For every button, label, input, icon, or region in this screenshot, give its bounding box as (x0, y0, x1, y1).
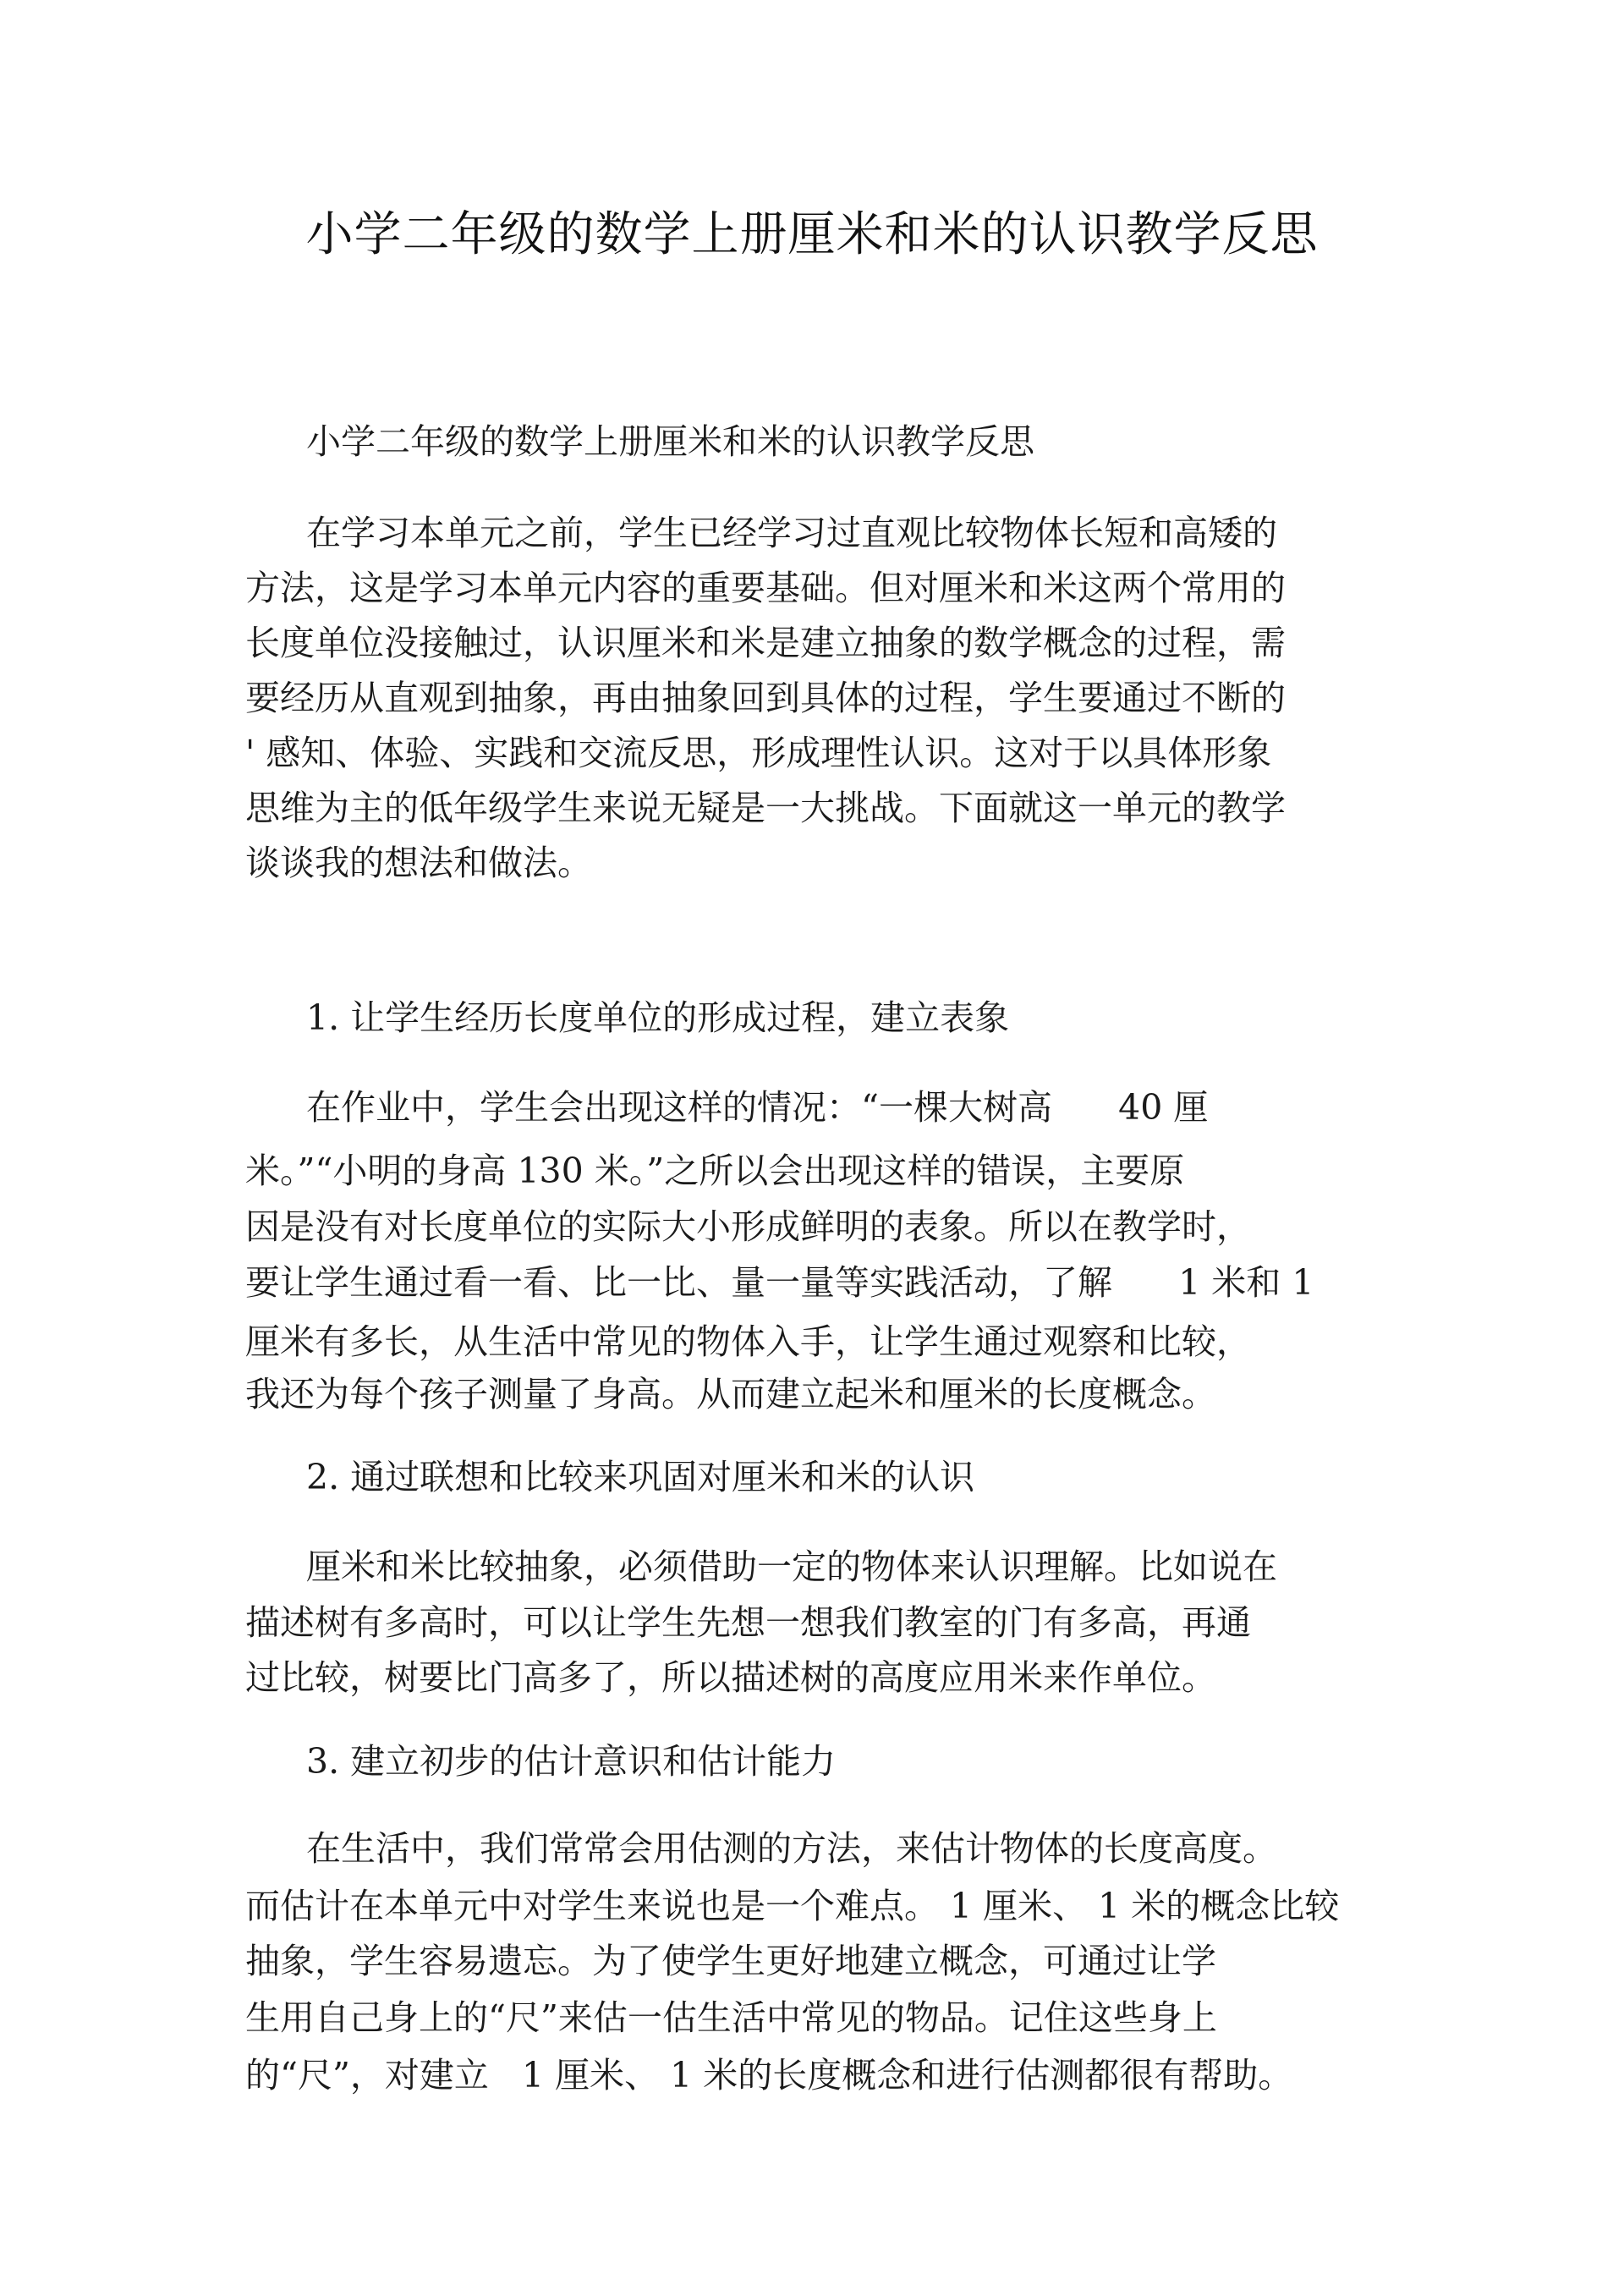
section-1-line: 厘米有多长，从生活中常见的物体入手，让学生通过观察和比较， (245, 1321, 1251, 1362)
section-1-line: 在作业中，学生会出现这样的情况：“一棵大树高 40 厘 (306, 1087, 1209, 1128)
intro-line: 思维为主的低年级学生来说无疑是一大挑战。下面就这一单元的教学 (245, 788, 1286, 828)
intro-line: 在学习本单元之前，学生已经学习过直观比较物体长短和高矮的 (306, 513, 1277, 553)
section-1-line: 米。”“小明的身高 130 米。”之所以会出现这样的错误，主要原 (245, 1151, 1185, 1191)
section-3-line: 的“尺”，对建立 1 厘米、 1 米的长度概念和进行估测都很有帮助。 (245, 2055, 1293, 2096)
intro-line: 要经历从直观到抽象，再由抽象回到具体的过程，学生要通过不断的 (245, 678, 1286, 718)
section-3-line: 抽象，学生容易遗忘。为了使学生更好地建立概念，可通过让学 (245, 1941, 1216, 1981)
section-1-line: 因是没有对长度单位的实际大小形成鲜明的表象。所以在教学时， (245, 1206, 1251, 1247)
intro-line: ' 感知、体验、实践和交流反思，形成理性认识。这对于以具体形象 (245, 733, 1272, 773)
intro-line: 方法，这是学习本单元内容的重要基础。但对厘米和米这两个常用的 (245, 568, 1286, 608)
section-1-line: 要让学生通过看一看、比一比、量一量等实践活动，了解 1 米和 1 (245, 1262, 1314, 1303)
section-3-line: 而估计在本单元中对学生来说也是一个难点。 1 厘米、 1 米的概念比较 (245, 1886, 1340, 1926)
section-3-line: 生用自己身上的“尺”来估一估生活中常见的物品。记住这些身上 (245, 1997, 1217, 2038)
section-2-line: 过比较，树要比门高多了，所以描述树的高度应用米来作单位。 (245, 1657, 1216, 1698)
section-2-line: 厘米和米比较抽象，必须借助一定的物体来认识理解。比如说在 (306, 1546, 1277, 1587)
intro-line: 长度单位没接触过，认识厘米和米是建立抽象的数学概念的过程，需 (245, 623, 1286, 663)
section-2-line: 描述树有多高时，可以让学生先想一想我们教室的门有多高，再通 (245, 1602, 1251, 1643)
section-1-line: 我还为每个孩子测量了身高。从而建立起米和厘米的长度概念。 (245, 1374, 1216, 1414)
document-title: 小学二年级的数学上册厘米和米的认识教学反思 (305, 207, 1319, 262)
section-2-heading: 2. 通过联想和比较来巩固对厘米和米的认识 (306, 1457, 975, 1497)
intro-line: 谈谈我的想法和做法。 (245, 843, 592, 883)
section-3-heading: 3. 建立初步的估计意识和估计能力 (306, 1741, 837, 1782)
section-3-line: 在生活中，我们常常会用估测的方法，来估计物体的长度高度。 (306, 1828, 1277, 1869)
document-subtitle: 小学二年级的数学上册厘米和米的认识教学反思 (306, 421, 1034, 462)
section-1-heading: 1. 让学生经历长度单位的形成过程，建立表象 (306, 997, 1010, 1038)
